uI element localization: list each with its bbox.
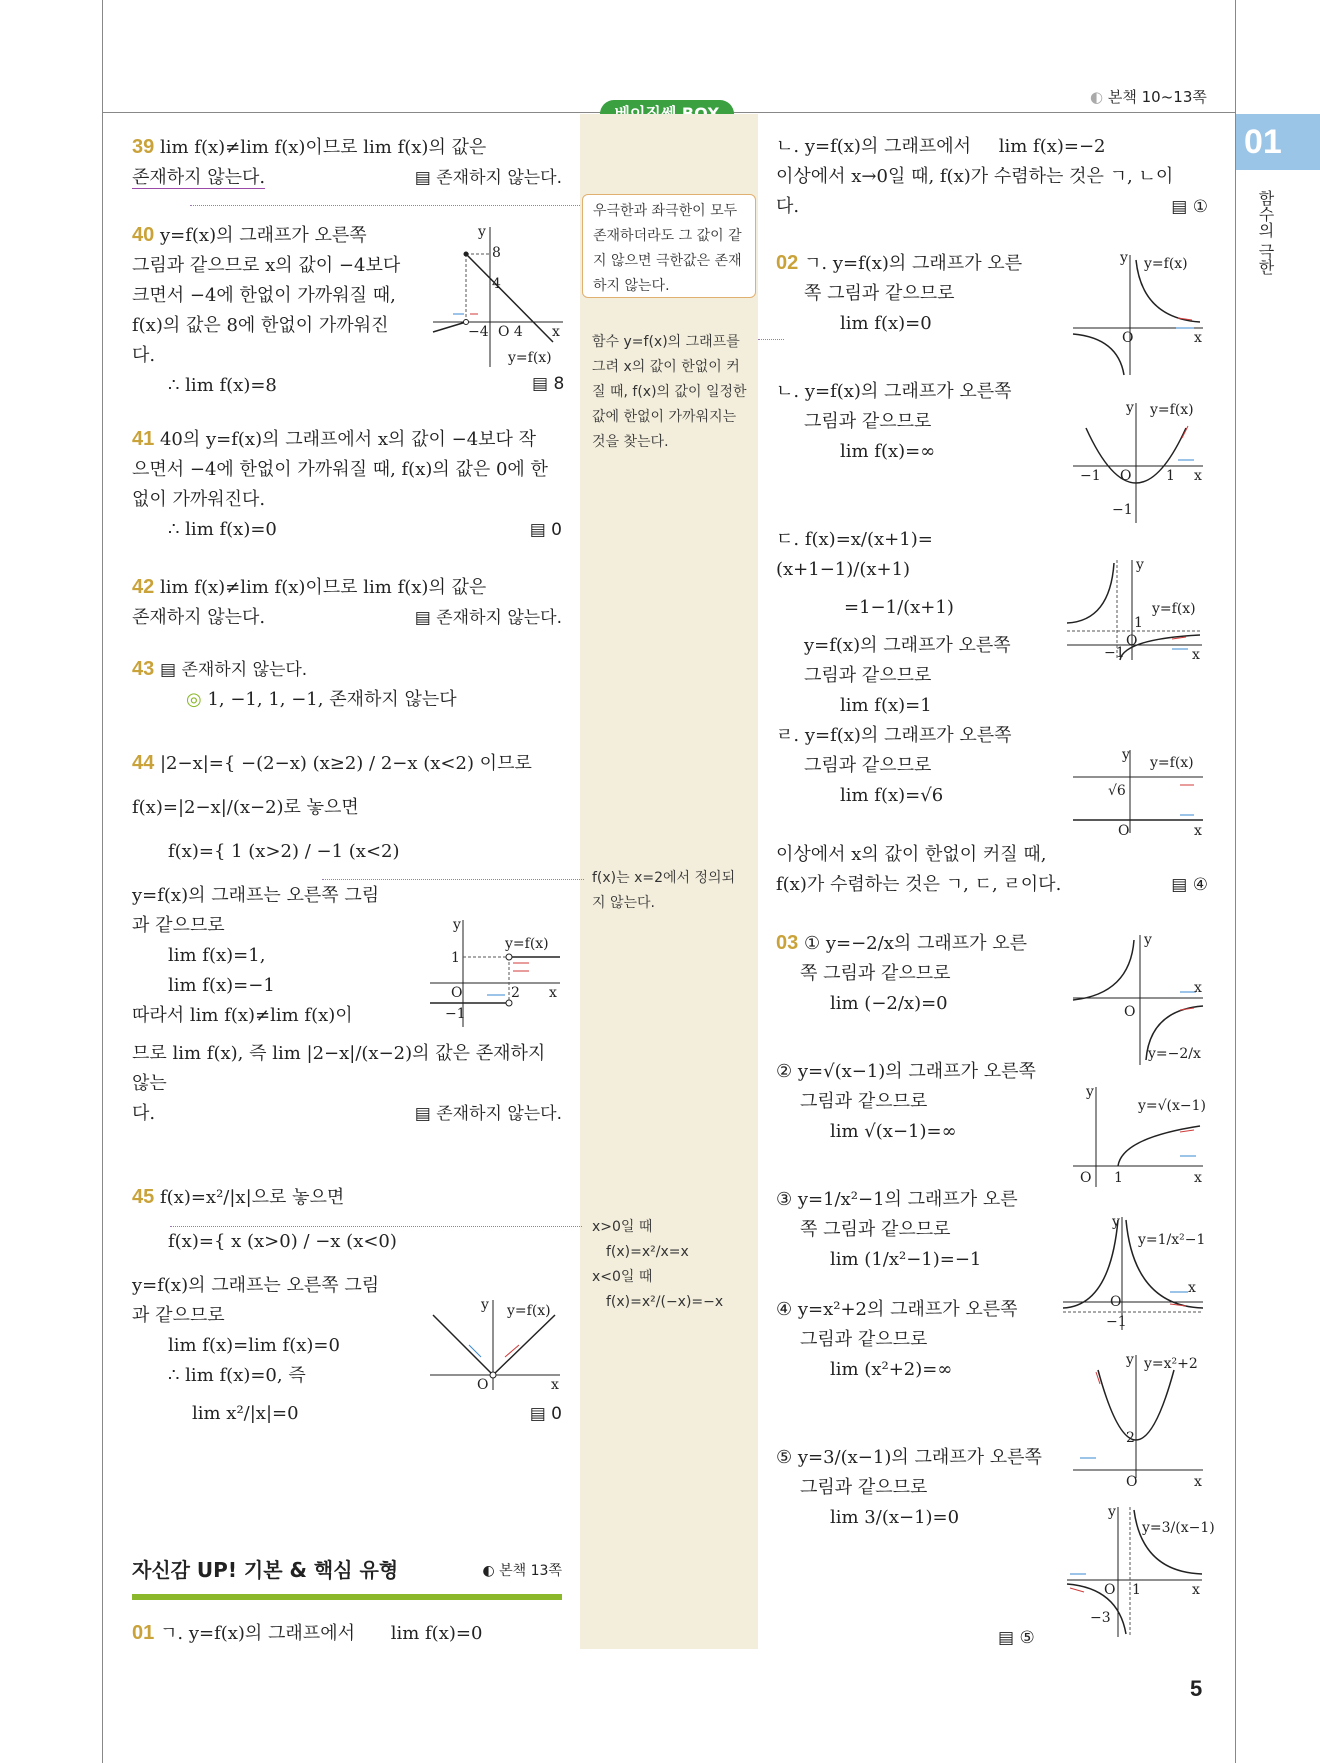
box-note-2: 함수 y=f(x)의 그래프를 그려 x의 값이 한없이 커질 때, f(x)의 값이 일정한 값에 한없이 가까워지는 것을 찾는다.: [592, 334, 747, 450]
svg-text:1: 1: [451, 950, 460, 966]
ref-icon: ◐: [1090, 88, 1104, 106]
answer-03: ▤ ⑤: [998, 1628, 1035, 1648]
box-note-1: 우극한과 좌극한이 모두 존재하더라도 그 값이 같지 않으면 극한값은 존재하지 않는다.: [582, 194, 756, 298]
graph-44: [425, 915, 565, 1030]
svg-text:x: x: [1192, 647, 1200, 663]
svg-text:−1: −1: [1104, 645, 1125, 661]
box-note-4: x>0일 때 f(x)=x²/x=x x<0일 때 f(x)=x²/(−x)=−x: [592, 1219, 724, 1310]
graph-02c: [1062, 555, 1208, 665]
svg-text:O: O: [1126, 633, 1138, 649]
right-margin-line: [1235, 0, 1236, 1763]
graph-03-1: [1068, 930, 1208, 1070]
svg-text:x: x: [551, 1377, 559, 1393]
svg-text:x: x: [1194, 330, 1202, 346]
svg-text:y=−2/x: y=−2/x: [1148, 1046, 1201, 1062]
svg-text:y: y: [1122, 747, 1130, 763]
target-icon: ◎: [186, 689, 202, 710]
svg-text:4: 4: [492, 276, 501, 292]
svg-text:x: x: [1194, 1170, 1202, 1186]
answer-40: ▤ 8: [532, 374, 565, 394]
graph-02d: [1068, 745, 1208, 839]
svg-text:y: y: [1108, 1504, 1116, 1520]
answer-icon: ▤: [414, 168, 431, 188]
page-number: 5: [1190, 1676, 1203, 1701]
svg-text:y=f(x): y=f(x): [1144, 256, 1188, 272]
graph-45: [425, 1295, 565, 1395]
svg-text:y=x²+2: y=x²+2: [1144, 1356, 1198, 1372]
svg-text:O: O: [451, 985, 463, 1001]
svg-text:2: 2: [1126, 1430, 1135, 1446]
svg-text:O: O: [1122, 330, 1134, 346]
svg-text:O: O: [1124, 1004, 1136, 1020]
svg-text:y=√(x−1): y=√(x−1): [1138, 1098, 1207, 1114]
graph-40: [428, 222, 568, 372]
problem-40: 40 y=f(x)의 그래프가 오른쪽 그림과 같으므로 x의 값이 −4보다 크면서 −4에 한없이 가까워질 때, f(x)의 값은 8에 한없이 가까워진 다. ∴ lim f(x)=8: [132, 224, 401, 396]
svg-text:O: O: [477, 1377, 489, 1393]
svg-text:−1: −1: [1112, 502, 1133, 518]
svg-text:y=1/x²−1: y=1/x²−1: [1138, 1232, 1206, 1248]
svg-text:x: x: [1194, 980, 1202, 996]
svg-text:−1: −1: [445, 1006, 466, 1022]
problem-39: 39 lim f(x)≠lim f(x)이므로 lim f(x)의 값은 존재하지 않는다. ▤ 존재하지 않는다.: [132, 136, 562, 188]
svg-text:O: O: [1120, 468, 1132, 484]
svg-text:−1: −1: [1080, 468, 1101, 484]
svg-text:O: O: [1104, 1582, 1116, 1598]
problem-02: 02 ㄱ. y=f(x)의 그래프가 오른 쪽 그림과 같으므로 lim f(x)=0 ㄴ. y=f(x)의 그래프가 오른쪽 그림과 같으므로 lim f(x)=∞ ㄷ. f(x)=x/(x+1)=(x+1−1)/(x+1) =1−1/(x+1) y=f(x)의 그래프가 오른쪽 그림과 같으므로 lim f(x)=1 ㄹ. y=f(x)의 그래프가 오른쪽 그림과 같으므로 lim f(x)=√6: [776, 252, 1023, 806]
header-ref: ◐ 본책 10~13쪽: [1090, 88, 1207, 106]
problem-01: 01 ㄱ. y=f(x)의 그래프에서 lim f(x)=0: [132, 1622, 483, 1644]
svg-text:1: 1: [1134, 615, 1143, 631]
svg-text:O: O: [1126, 1474, 1138, 1490]
graph-03-2: [1068, 1082, 1208, 1192]
svg-text:y=f(x): y=f(x): [505, 936, 549, 952]
svg-text:y: y: [1086, 1084, 1094, 1100]
svg-text:x: x: [1194, 468, 1202, 484]
left-margin-line: [102, 0, 103, 1763]
svg-text:y: y: [1136, 557, 1144, 573]
svg-text:O: O: [1118, 823, 1130, 839]
graph-02b: [1068, 398, 1208, 528]
svg-text:−1: −1: [1106, 1314, 1127, 1330]
svg-text:y=f(x): y=f(x): [507, 1303, 551, 1319]
graph-03-5: [1062, 1502, 1215, 1642]
problem-45: 45 f(x)=x²/|x|으로 놓으면 f(x)={ x (x>0) / −x (x<0) y=f(x)의 그래프는 오른쪽 그림 과 같으므로 lim f(x)=lim f(x)=0 ∴ lim f(x)=0, 즉 lim x²/|x|=0 ▤ 0: [132, 1186, 562, 1424]
svg-text:y: y: [453, 917, 461, 933]
svg-text:y=f(x): y=f(x): [1152, 601, 1196, 617]
section-title: 자신감 UP! 기본 & 핵심 유형: [132, 1558, 399, 1582]
svg-text:y: y: [1120, 250, 1128, 266]
graph-03-3: [1058, 1212, 1208, 1332]
svg-text:1: 1: [1114, 1170, 1123, 1186]
svg-text:y: y: [1126, 400, 1134, 416]
connector: [190, 205, 580, 206]
section-header: [132, 1554, 562, 1600]
svg-text:x: x: [1192, 1582, 1200, 1598]
problem-02-conclusion: 이상에서 x의 값이 한없이 커질 때, f(x)가 수렴하는 것은 ㄱ, ㄷ, ㄹ이다. ▤ ④: [776, 844, 1208, 895]
svg-text:O: O: [1080, 1170, 1092, 1186]
svg-text:y=f(x): y=f(x): [1150, 402, 1194, 418]
chapter-number: 01: [1236, 114, 1320, 170]
svg-text:2: 2: [511, 985, 520, 1001]
svg-text:x: x: [1188, 1280, 1196, 1296]
svg-text:x: x: [552, 324, 560, 340]
chapter-title: 함수의 극한: [1256, 190, 1275, 276]
problem-01-cont: ㄴ. y=f(x)의 그래프에서 lim f(x)=−2 이상에서 x→0일 때, f(x)가 수렴하는 것은 ㄱ, ㄴ이 다. ▤ ①: [776, 136, 1208, 217]
svg-text:y: y: [481, 1297, 489, 1313]
svg-text:O 4: O 4: [498, 324, 523, 340]
problem-41: 41 40의 y=f(x)의 그래프에서 x의 값이 −4보다 작 으면서 −4에 한없이 가까워질 때, f(x)의 값은 0에 한 없이 가까워진다. ∴ lim f(x)=0 ▤ 0: [132, 428, 562, 540]
svg-text:1: 1: [1166, 468, 1175, 484]
problem-42: 42 lim f(x)≠lim f(x)이므로 lim f(x)의 값은 존재하지 않는다. ▤ 존재하지 않는다.: [132, 576, 562, 628]
graph-02a: [1068, 250, 1208, 380]
svg-text:x: x: [1194, 823, 1202, 839]
section-ref: ◐ 본책 13쪽: [482, 1563, 562, 1579]
box-note-3: f(x)는 x=2에서 정의되지 않는다.: [592, 870, 736, 911]
svg-text:−3: −3: [1090, 1610, 1111, 1626]
svg-text:y: y: [478, 224, 486, 240]
svg-text:y: y: [1112, 1214, 1120, 1230]
svg-text:√6: √6: [1108, 783, 1126, 799]
svg-text:x: x: [1194, 1474, 1202, 1490]
svg-text:y=f(x): y=f(x): [1150, 755, 1194, 771]
problem-44: 44 |2−x|={ −(2−x) (x≥2) / 2−x (x<2) 이므로 f(x)=|2−x|/(x−2)로 놓으면 f(x)={ 1 (x>2) / −1 (x<2) y=f(x)의 그래프는 오른쪽 그림 과 같으므로 lim f(x)=1, lim f(x)=−1 따라서 lim f(x)≠lim f(x)이 므로 lim f(x), 즉 lim |2−x|/(x−2)의 값은 존재하지 않는 다. ▤ 존재하지 않는다.: [132, 752, 562, 1124]
svg-text:y: y: [1144, 932, 1152, 948]
graph-03-4: [1068, 1350, 1208, 1490]
svg-text:−4: −4: [468, 324, 489, 340]
problem-43: 43 ▤ 존재하지 않는다. ◎ 1, −1, 1, −1, 존재하지 않는다: [132, 658, 457, 710]
svg-text:1: 1: [1132, 1582, 1141, 1598]
svg-text:y: y: [1126, 1352, 1134, 1368]
svg-text:8: 8: [492, 245, 501, 261]
problem-03: 03 ① y=−2/x의 그래프가 오른 쪽 그림과 같으므로 lim (−2/x)=0 ② y=√(x−1)의 그래프가 오른쪽 그림과 같으므로 lim √(x−1)=∞ ③ y=1/x²−1의 그래프가 오른 쪽 그림과 같으므로 lim (1/x²−1)=−1 ④ y=x²+2의 그래프가 오른쪽 그림과 같으므로 lim (x²+2)=∞ ⑤ y=3/(x−1)의 그래프가 오른쪽 그림과 같으므로 lim 3/(x−1)=0: [776, 932, 1042, 1528]
svg-text:y=3/(x−1): y=3/(x−1): [1142, 1520, 1215, 1536]
svg-text:x: x: [549, 985, 557, 1001]
svg-text:O: O: [1110, 1294, 1122, 1310]
svg-text:y=f(x): y=f(x): [508, 350, 552, 366]
